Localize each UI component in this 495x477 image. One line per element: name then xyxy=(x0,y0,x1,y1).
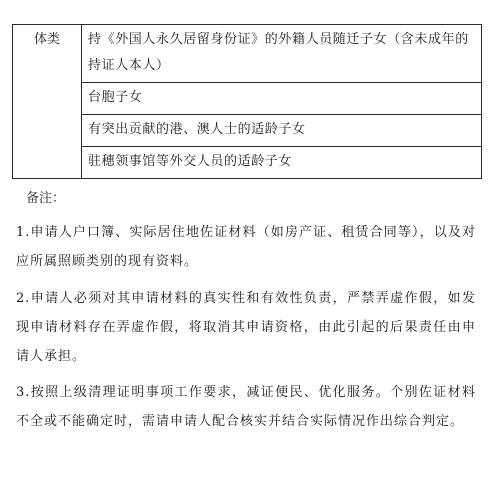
category-row-3: 有突出贡献的港、澳人士的适龄子女 xyxy=(82,115,482,147)
category-row-1: 持《外国人永久居留身份证》的外籍人员随迁子女（含未成年的持证人本人） xyxy=(82,25,482,83)
note-item-3: 3.按照上级清理证明事项工作要求，减证便民、优化服务。个别佐证材料不全或不能确定时，需请申请人配合核实并结合实际情况作出综合判定。 xyxy=(16,385,476,429)
table-row xyxy=(13,115,482,147)
table-row xyxy=(13,25,482,83)
category-row-4: 驻穗领事馆等外交人员的适龄子女 xyxy=(82,147,482,179)
table-row xyxy=(13,147,482,179)
notes-title: 备注： xyxy=(26,191,66,206)
table-row xyxy=(13,83,482,115)
note-item-2: 2.申请人必须对其申请材料的真实性和有效性负责，严禁弄虚作假，如发现申请材料存在弄虚作假，将取消其申请资格，由此引起的后果责任由申请人承担。 xyxy=(16,291,476,364)
category-label: 体类 xyxy=(13,25,82,179)
category-row-2: 台胞子女 xyxy=(82,83,482,115)
category-table xyxy=(12,24,482,179)
note-item-1: 1.申请人户口簿、实际居住地佐证材料（如房产证、租赁合同等），以及对应所属照顾类别的现有资料。 xyxy=(16,225,476,269)
